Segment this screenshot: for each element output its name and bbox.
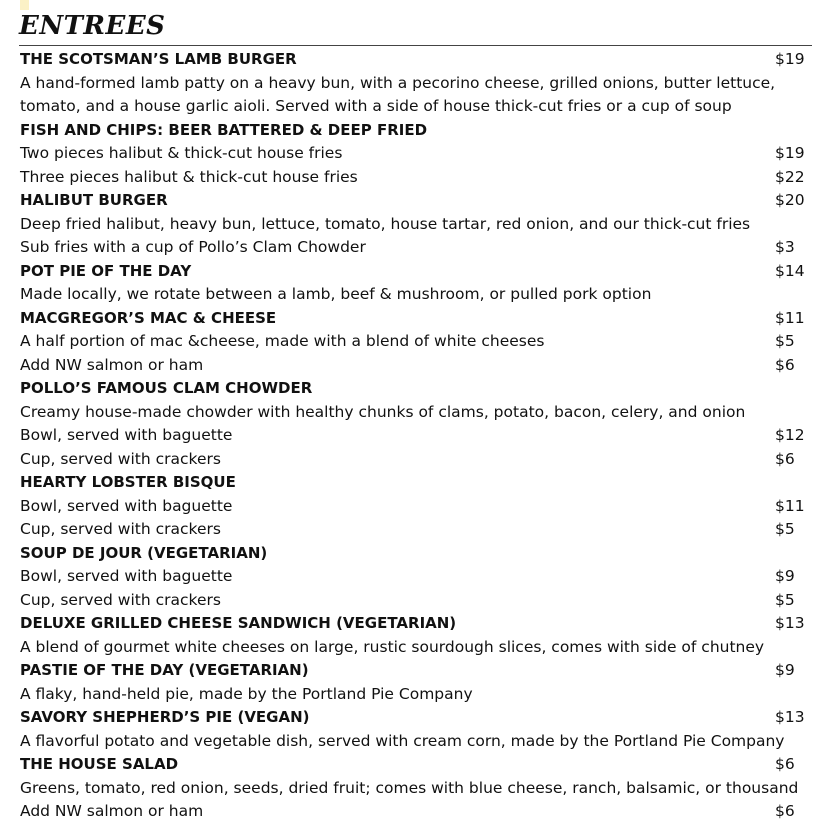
- item-description: Two pieces halibut & thick-cut house fries: [20, 144, 343, 162]
- menu-item-line: [20, 636, 810, 660]
- item-name: FISH AND CHIPS: BEER BATTERED & DEEP FRIED: [20, 120, 428, 139]
- item-description: Cup, served with crackers: [20, 520, 221, 538]
- menu-item-line: [20, 448, 810, 472]
- item-price: $11: [775, 496, 805, 515]
- item-name: THE SCOTSMAN’S LAMB BURGER: [20, 50, 297, 68]
- menu-item-line: [20, 213, 810, 237]
- item-price: $14: [775, 261, 805, 280]
- menu-item-line: [20, 166, 810, 190]
- item-price: $20: [775, 191, 805, 209]
- menu-item-heading: [20, 612, 810, 636]
- menu-list: [20, 48, 810, 824]
- menu-item-heading: [20, 542, 810, 566]
- item-name: MACGREGOR’S MAC & CHEESE: [20, 308, 277, 327]
- item-price: $13: [775, 614, 805, 632]
- menu-item-line: [20, 142, 810, 166]
- menu-item-line: [20, 683, 810, 707]
- menu-item-line: [20, 518, 810, 542]
- menu-item-line: [20, 777, 810, 801]
- item-description: A blend of gourmet white cheeses on large, rustic sourdough slices, comes with side of chutney: [20, 637, 765, 656]
- item-price: $6: [775, 449, 795, 468]
- menu-item-heading: [20, 189, 810, 213]
- menu-item-heading: [20, 48, 810, 72]
- menu-item-heading: [20, 706, 810, 730]
- item-name: PASTIE OF THE DAY (VEGETARIAN): [20, 661, 309, 679]
- item-price: $5: [775, 520, 795, 538]
- item-name: HEARTY LOBSTER BISQUE: [20, 473, 236, 491]
- item-description: Sub fries with a cup of Pollo’s Clam Chowder: [20, 238, 366, 256]
- item-name: POT PIE OF THE DAY: [20, 261, 192, 280]
- item-description: A flavorful potato and vegetable dish, served with cream corn, made by the Portland Pie Company: [20, 731, 785, 750]
- item-price: $5: [775, 332, 795, 350]
- item-description: A half portion of mac &cheese, made with a blend of white cheeses: [20, 332, 545, 350]
- menu-item-line: [20, 589, 810, 613]
- item-description: Three pieces halibut & thick-cut house fries: [20, 167, 358, 186]
- item-description: Bowl, served with baguette: [20, 496, 233, 515]
- item-description: Made locally, we rotate between a lamb, beef & mushroom, or pulled pork option: [20, 285, 652, 303]
- item-price: $5: [775, 590, 795, 609]
- menu-item-line: [20, 95, 810, 119]
- menu-item-line: [20, 730, 810, 754]
- item-name: POLLO’S FAMOUS CLAM CHOWDER: [20, 379, 313, 397]
- item-price: $19: [775, 50, 805, 68]
- item-price: $11: [775, 308, 805, 327]
- item-price: $12: [775, 426, 805, 444]
- item-description: tomato, and a house garlic aioli. Served with a side of house thick-cut fries or a cup of soup: [20, 97, 732, 115]
- item-description: A flaky, hand-held pie, made by the Portland Pie Company: [20, 684, 473, 703]
- menu-item-line: [20, 330, 810, 354]
- menu-item-heading: [20, 753, 810, 777]
- menu-item-line: [20, 354, 810, 378]
- item-price: $9: [775, 661, 795, 679]
- item-description: Bowl, served with baguette: [20, 426, 233, 444]
- menu-item-line: [20, 236, 810, 260]
- item-description: Deep fried halibut, heavy bun, lettuce, tomato, house tartar, red onion, and our thick-cut fries: [20, 214, 751, 233]
- item-name: DELUXE GRILLED CHEESE SANDWICH (VEGETARIAN): [20, 614, 457, 632]
- title-divider: [19, 45, 812, 46]
- menu-item-line: [20, 800, 810, 824]
- item-description: A hand-formed lamb patty on a heavy bun, with a pecorino cheese, grilled onions, butter lettuce,: [20, 73, 776, 92]
- menu-item-line: [20, 72, 810, 96]
- item-price: $9: [775, 567, 795, 585]
- item-price: $13: [775, 708, 805, 726]
- item-price: $6: [775, 802, 795, 820]
- menu-item-heading: [20, 260, 810, 284]
- item-name: HALIBUT BURGER: [20, 191, 168, 209]
- item-description: Greens, tomato, red onion, seeds, dried fruit; comes with blue cheese, ranch, balsamic, or thousand: [20, 778, 799, 797]
- item-price: $6: [775, 755, 795, 773]
- section-title: ENTREES: [19, 11, 166, 41]
- item-description: Bowl, served with baguette: [20, 567, 233, 585]
- item-description: Cup, served with crackers: [20, 449, 221, 468]
- menu-item-line: [20, 565, 810, 589]
- item-name: THE HOUSE SALAD: [20, 755, 179, 773]
- item-name: SOUP DE JOUR (VEGETARIAN): [20, 543, 268, 562]
- menu-item-heading: [20, 659, 810, 683]
- menu-item-line: [20, 424, 810, 448]
- item-name: SAVORY SHEPHERD’S PIE (VEGAN): [20, 708, 310, 726]
- menu-item-line: [20, 283, 810, 307]
- item-price: $19: [775, 144, 805, 162]
- menu-item-heading: [20, 471, 810, 495]
- menu-item-heading: [20, 119, 810, 143]
- item-price: $6: [775, 355, 795, 374]
- item-description: Creamy house-made chowder with healthy chunks of clams, potato, bacon, celery, and onion: [20, 402, 746, 421]
- menu-item-heading: [20, 307, 810, 331]
- item-description: Add NW salmon or ham: [20, 802, 204, 820]
- item-price: $3: [775, 238, 795, 256]
- item-description: Cup, served with crackers: [20, 590, 221, 609]
- menu-item-heading: [20, 377, 810, 401]
- item-price: $22: [775, 167, 805, 186]
- menu-item-line: [20, 401, 810, 425]
- menu-item-line: [20, 495, 810, 519]
- item-description: Add NW salmon or ham: [20, 355, 204, 374]
